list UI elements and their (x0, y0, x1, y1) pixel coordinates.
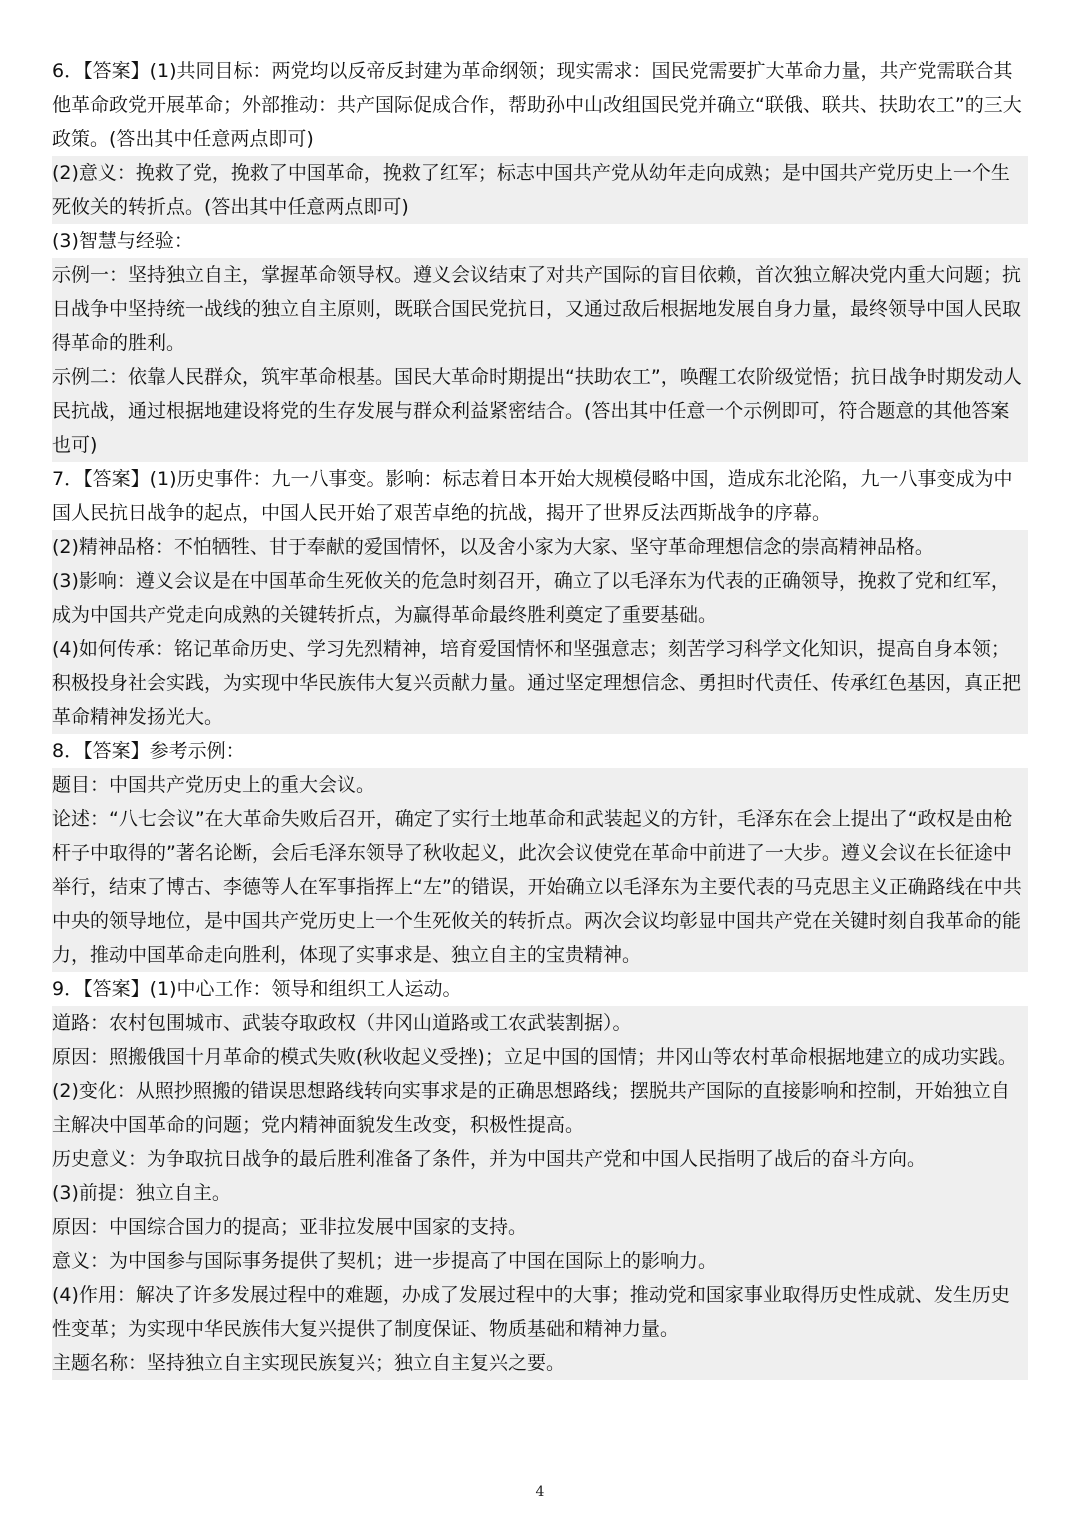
answer-6-part-1: 6．【答案】(1)共同目标：两党均以反帝反封建为革命纲领；现实需求：国民党需要扩大革命力量，共产党需联合其他革命政党开展革命；外部推动：共产国际促成合作，帮助孙中山改组国民党并确立“联俄、联共、扶助农工”的三大政策。(答出其中任意两点即可) (52, 60, 1022, 150)
answer-8-argument: 论述：“八七会议”在大革命失败后召开，确定了实行土地革命和武装起义的方针，毛泽东在会上提出了“政权是由枪杆子中取得的”著名论断，会后毛泽东领导了秋收起义，此次会议使党在革命中前进了一大步。遵义会议在长征途中举行，结束了博古、李德等人在军事指挥上“左”的错误，开始确立以毛泽东为主要代表的马克思主义正确路线在中共中央的领导地位，是中国共产党历史上一个生死攸关的转折点。两次会议均彰显中国共产党在关键时刻自我革命的能力，推动中国革命走向胜利，体现了实事求是、独立自主的宝贵精神。 (52, 802, 1028, 972)
answer-9-significance: 历史意义：为争取抗日战争的最后胜利准备了条件，并为中国共产党和中国人民指明了战后的奋斗方向。 (52, 1142, 1028, 1176)
answer-6-example-1: 示例一：坚持独立自主，掌握革命领导权。遵义会议结束了对共产国际的盲目依赖，首次独立解决党内重大问题；抗日战争中坚持统一战线的独立自主原则，既联合国民党抗日，又通过敌后根据地发展自身力量，最终领导中国人民取得革命的胜利。 (52, 258, 1028, 360)
answer-7-part-4: (4)如何传承：铭记革命历史、学习先烈精神，培育爱国情怀和坚强意志；刻苦学习科学文化知识，提高自身本领；积极投身社会实践，为实现中华民族伟大复兴贡献力量。通过坚定理想信念、勇担时代责任、传承红色基因，真正把革命精神发扬光大。 (52, 632, 1028, 734)
answer-6-part-2: (2)意义：挽救了党，挽救了中国革命，挽救了红军；标志中国共产党从幼年走向成熟；是中国共产党历史上一个生死攸关的转折点。(答出其中任意两点即可) (52, 156, 1028, 224)
answer-9-part-1: 9．【答案】(1)中心工作：领导和组织工人运动。 (52, 978, 462, 1000)
answer-document (52, 54, 1028, 1380)
answer-9-part-2: (2)变化：从照抄照搬的错误思想路线转向实事求是的正确思想路线；摆脱共产国际的直接影响和控制，开始独立自主解决中国革命的问题；党内精神面貌发生改变，积极性提高。 (52, 1074, 1028, 1142)
answer-7-part-3: (3)影响：遵义会议是在中国革命生死攸关的危急时刻召开，确立了以毛泽东为代表的正确领导，挽救了党和红军，成为中国共产党走向成熟的关键转折点，为赢得革命最终胜利奠定了重要基础。 (52, 564, 1028, 632)
answer-8-title: 题目：中国共产党历史上的重大会议。 (52, 768, 1028, 802)
answer-6-part-3-heading: (3)智慧与经验： (52, 230, 193, 252)
answer-9-part-3-reason: 原因：中国综合国力的提高；亚非拉发展中国家的支持。 (52, 1210, 1028, 1244)
answer-7-part-1: 7．【答案】(1)历史事件：九一八事变。影响：标志着日本开始大规模侵略中国，造成东北沦陷，九一八事变成为中国人民抗日战争的起点，中国人民开始了艰苦卓绝的抗战，揭开了世界反法西斯战争的序幕。 (52, 468, 1013, 524)
answer-8-heading: 8．【答案】参考示例： (52, 740, 245, 762)
answer-9-part-3-meaning: 意义：为中国参与国际事务提供了契机；进一步提高了中国在国际上的影响力。 (52, 1244, 1028, 1278)
answer-9-reason: 原因：照搬俄国十月革命的模式失败(秋收起义受挫)；立足中国的国情；井冈山等农村革命根据地建立的成功实践。 (52, 1040, 1028, 1074)
answer-9-theme: 主题名称：坚持独立自主实现民族复兴；独立自主复兴之要。 (52, 1346, 1028, 1380)
answer-9-road: 道路：农村包围城市、武装夺取政权（井冈山道路或工农武装割据）。 (52, 1006, 1028, 1040)
answer-9-part-4: (4)作用：解决了许多发展过程中的难题，办成了发展过程中的大事；推动党和国家事业取得历史性成就、发生历史性变革；为实现中华民族伟大复兴提供了制度保证、物质基础和精神力量。 (52, 1278, 1028, 1346)
answer-6-example-2: 示例二：依靠人民群众，筑牢革命根基。国民大革命时期提出“扶助农工”，唤醒工农阶级觉悟；抗日战争时期发动人民抗战，通过根据地建设将党的生存发展与群众利益紧密结合。(答出其中任意一个示例即可，符合题意的其他答案也可) (52, 360, 1028, 462)
answer-7-part-2: (2)精神品格：不怕牺牲、甘于奉献的爱国情怀，以及舍小家为大家、坚守革命理想信念的崇高精神品格。 (52, 530, 1028, 564)
page-number: 4 (535, 1484, 545, 1500)
answer-9-part-3: (3)前提：独立自主。 (52, 1176, 1028, 1210)
